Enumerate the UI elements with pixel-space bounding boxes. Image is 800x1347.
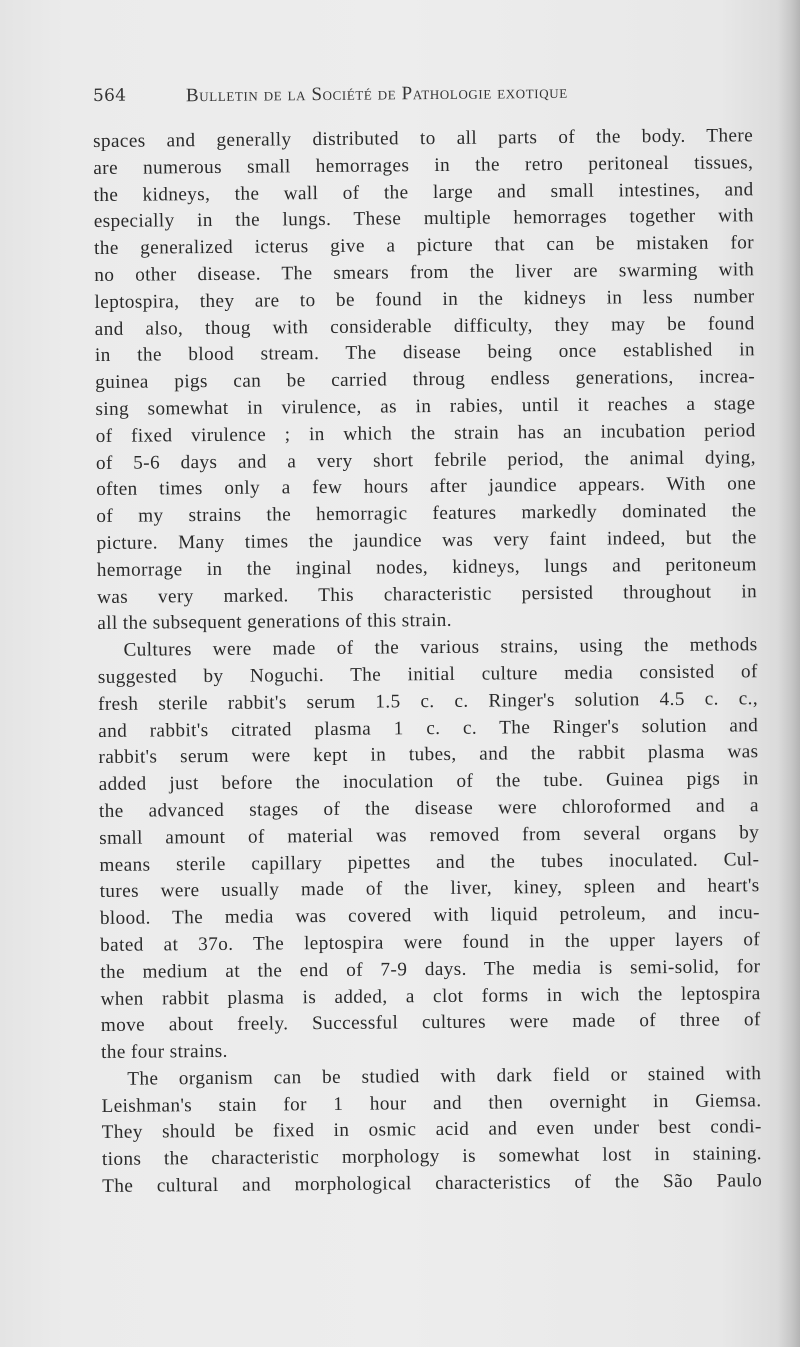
journal-title: Bulletin de la Société de Pathologie exotique <box>185 81 568 107</box>
page-number: 564 <box>92 85 127 106</box>
text-line: They should be fixed in osmic acid and even under best condi- <box>101 1116 762 1144</box>
body-text <box>93 123 762 1201</box>
text-line: was very marked. This characteristic persisted throughout in <box>96 580 758 608</box>
text-line: Leishman's stain for 1 hour and then overnight in Giemsa. <box>101 1089 762 1117</box>
text-line: are numerous small hemorrages in the retro peritoneal tissues, <box>93 152 754 179</box>
text-line: of 5-6 days and a very short febrile period, the animal dying, <box>95 446 756 474</box>
text-line: Cultures were made of the various strains, using the methods <box>123 634 758 661</box>
text-line: no other disease. The smears from the liver are swarming with <box>94 259 755 286</box>
text-line: means sterile capillary pipettes and the tubes inoculated. Cul- <box>99 848 760 876</box>
text-line: in the blood stream. The disease being once established in <box>94 339 756 367</box>
text-line: blood. The media was covered with liquid petroleum, and incu- <box>99 902 760 930</box>
text-line: often times only a few hours after jaundice appears. With one <box>96 473 757 501</box>
text-line: of my strains the hemorragic features markedly dominated the <box>96 500 757 528</box>
text-line: guinea pigs can be carried throug endless generations, increa- <box>95 366 756 394</box>
text-line: The cultural and morphological characteristics of the São Paulo <box>102 1170 763 1198</box>
text-line: bated at 37o. The leptospira were found in the upper layers of <box>100 929 761 956</box>
text-line: the advanced stages of the disease were chloroformed and a <box>98 795 760 822</box>
text-line: tions the characteristic morphology is somewhat lost in staining. <box>101 1143 763 1171</box>
text-line: small amount of material was removed from several organs by <box>99 821 760 849</box>
text-line: sing somewhat in virulence, as in rabies, until it reaches a stage <box>95 393 756 420</box>
text-line: leptospira, they are to be found in the kidneys in less number <box>94 286 755 313</box>
text-line: and also, thoug with considerable difficulty, they may be found <box>94 312 755 340</box>
text-line: hemorrage in the inginal nodes, kidneys, lungs and peritoneum <box>96 553 757 581</box>
text-line: The organism can be studied with dark field or stained with <box>127 1063 762 1090</box>
text-line: tures were usually made of the liver, kiney, spleen and heart's <box>99 875 760 903</box>
text-line: all the subsequent generations of this strain. <box>97 610 453 635</box>
text-line: suggested by Noguchi. The initial culture media consisted of <box>97 661 758 688</box>
text-line: the medium at the end of 7-9 days. The media is semi-solid, for <box>100 955 761 983</box>
text-line: fresh sterile rabbit's serum 1.5 c. c. Ringer's solution 4.5 c. c., <box>97 687 759 715</box>
text-line: picture. Many times the jaundice was very faint indeed, but the <box>96 527 757 554</box>
text-line: the four strains. <box>100 1040 228 1064</box>
text-line: rabbit's serum were kept in tubes, and the rabbit plasma was <box>98 741 759 769</box>
text-line: especially in the lungs. These multiple hemorrages together with <box>93 205 754 233</box>
text-line: when rabbit plasma is added, a clot forms in wich the leptospira <box>100 982 761 1010</box>
text-line: the generalized icterus give a picture that can be mistaken for <box>93 232 755 260</box>
text-line: the kidneys, the wall of the large and small intestines, and <box>93 178 754 206</box>
text-line: of fixed virulence ; in which the strain has an incubation period <box>95 419 756 447</box>
text-line: added just before the inoculation of the tube. Guinea pigs in <box>98 768 759 796</box>
text-line: move about freely. Successful cultures were made of three of <box>100 1009 761 1037</box>
text-line: spaces and generally distributed to all parts of the body. There <box>93 125 754 152</box>
text-line: and rabbit's citrated plasma 1 c. c. The Ringer's solution and <box>98 714 759 742</box>
running-header <box>93 81 653 112</box>
page-edge-shadow <box>778 0 800 1347</box>
